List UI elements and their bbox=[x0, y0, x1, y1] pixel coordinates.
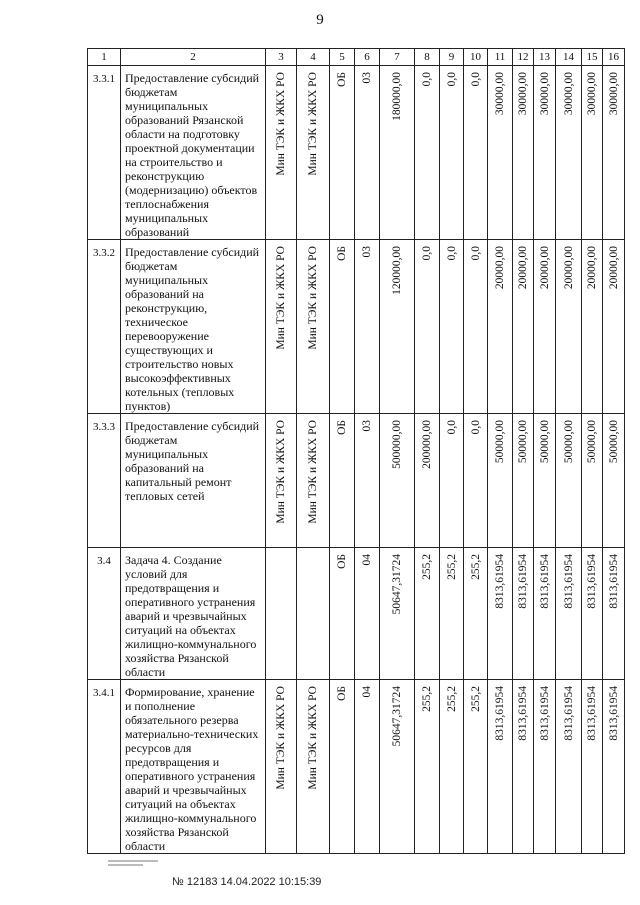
executor-cell: Мин ТЭК и ЖКХ РО bbox=[297, 414, 330, 548]
responsible-cell: Мин ТЭК и ЖКХ РО bbox=[266, 680, 297, 854]
source-cell: ОБ bbox=[330, 680, 355, 854]
code-cell: 03 bbox=[355, 240, 380, 414]
value-cell: 8313,61954 bbox=[603, 680, 625, 854]
value-cell: 50000,00 bbox=[488, 414, 513, 548]
header-cell: 8 bbox=[415, 49, 440, 66]
table-row bbox=[88, 414, 625, 548]
responsible-cell: Мин ТЭК и ЖКХ РО bbox=[266, 414, 297, 548]
header-cell: 1 bbox=[88, 49, 121, 66]
row-description: Предоставление субсидий бюджетам муниципальных образований на капитальный ремонт тепловых сетей bbox=[121, 414, 266, 548]
value-cell: 255,2 bbox=[415, 680, 440, 854]
header-cell: 5 bbox=[330, 49, 355, 66]
value-cell: 30000,00 bbox=[556, 66, 582, 240]
total-cell: 500000,00 bbox=[380, 414, 415, 548]
value-cell: 8313,61954 bbox=[556, 680, 582, 854]
code-cell: 03 bbox=[355, 66, 380, 240]
code-cell: 03 bbox=[355, 414, 380, 548]
header-cell: 11 bbox=[488, 49, 513, 66]
value-cell: 20000,00 bbox=[582, 240, 603, 414]
responsible-cell: Мин ТЭК и ЖКХ РО bbox=[266, 240, 297, 414]
header-cell: 9 bbox=[440, 49, 464, 66]
value-cell: 0,0 bbox=[464, 66, 488, 240]
value-cell: 20000,00 bbox=[556, 240, 582, 414]
document-footer: № 12183 14.04.2022 10:15:39 bbox=[172, 876, 322, 888]
executor-cell: Мин ТЭК и ЖКХ РО bbox=[297, 680, 330, 854]
header-cell: 12 bbox=[513, 49, 534, 66]
value-cell: 0,0 bbox=[464, 414, 488, 548]
header-cell: 14 bbox=[556, 49, 582, 66]
total-cell: 50647,31724 bbox=[380, 680, 415, 854]
responsible-cell bbox=[266, 548, 297, 680]
header-cell: 2 bbox=[121, 49, 266, 66]
table-row bbox=[88, 66, 625, 240]
value-cell: 50000,00 bbox=[603, 414, 625, 548]
header-cell: 7 bbox=[380, 49, 415, 66]
source-cell: ОБ bbox=[330, 240, 355, 414]
executor-cell: Мин ТЭК и ЖКХ РО bbox=[297, 240, 330, 414]
row-number: 3.4 bbox=[88, 548, 121, 680]
value-cell: 30000,00 bbox=[603, 66, 625, 240]
page-number: 9 bbox=[316, 12, 324, 28]
total-cell: 120000,00 bbox=[380, 240, 415, 414]
code-cell: 04 bbox=[355, 680, 380, 854]
value-cell: 255,2 bbox=[440, 548, 464, 680]
value-cell: 20000,00 bbox=[488, 240, 513, 414]
value-cell: 0,0 bbox=[440, 414, 464, 548]
value-cell: 0,0 bbox=[415, 66, 440, 240]
value-cell: 255,2 bbox=[464, 680, 488, 854]
value-cell: 8313,61954 bbox=[582, 680, 603, 854]
value-cell: 8313,61954 bbox=[556, 548, 582, 680]
row-number: 3.4.1 bbox=[88, 680, 121, 854]
value-cell: 8313,61954 bbox=[603, 548, 625, 680]
header-cell: 4 bbox=[297, 49, 330, 66]
value-cell: 255,2 bbox=[415, 548, 440, 680]
table-row bbox=[88, 240, 625, 414]
source-cell: ОБ bbox=[330, 414, 355, 548]
header-cell: 10 bbox=[464, 49, 488, 66]
row-number: 3.3.3 bbox=[88, 414, 121, 548]
executor-cell: Мин ТЭК и ЖКХ РО bbox=[297, 66, 330, 240]
value-cell: 50000,00 bbox=[582, 414, 603, 548]
row-description: Задача 4. Создание условий для предотвращения и оперативного устранения аварий и чрезвычайных ситуаций на объектах жилищно-коммунального хозяйства Рязанской области bbox=[121, 548, 266, 680]
row-description: Предоставление субсидий бюджетам муниципальных образований Рязанской области на подготовку проектной документации на строительство и реконструкцию (модернизацию) объектов теплоснабжения муниципальных образований bbox=[121, 66, 266, 240]
responsible-cell: Мин ТЭК и ЖКХ РО bbox=[266, 66, 297, 240]
total-cell: 50647,31724 bbox=[380, 548, 415, 680]
row-number: 3.3.1 bbox=[88, 66, 121, 240]
value-cell: 8313,61954 bbox=[582, 548, 603, 680]
row-number: 3.3.2 bbox=[88, 240, 121, 414]
table-row bbox=[88, 548, 625, 680]
header-cell: 6 bbox=[355, 49, 380, 66]
code-cell: 04 bbox=[355, 548, 380, 680]
table-row bbox=[88, 680, 625, 854]
source-cell: ОБ bbox=[330, 66, 355, 240]
total-cell: 180000,00 bbox=[380, 66, 415, 240]
value-cell: 200000,00 bbox=[415, 414, 440, 548]
value-cell: 0,0 bbox=[415, 240, 440, 414]
row-description: Формирование, хранение и пополнение обязательного резерва материально-технических ресурсов для предотвращения и оперативного устранения аварий и чрезвычайных ситуаций на объектах жилищно-коммунального хозяйства Рязанской области bbox=[121, 680, 266, 854]
value-cell: 8313,61954 bbox=[488, 548, 513, 680]
value-cell: 8313,61954 bbox=[488, 680, 513, 854]
value-cell: 50000,00 bbox=[513, 414, 534, 548]
header-row bbox=[88, 49, 625, 66]
header-cell: 3 bbox=[266, 49, 297, 66]
faint-stamp bbox=[108, 858, 158, 872]
row-description: Предоставление субсидий бюджетам муниципальных образований на реконструкцию, техническое перевооружение существующих и строительство новых высокоэффективных котельных (тепловых пунктов) bbox=[121, 240, 266, 414]
value-cell: 0,0 bbox=[464, 240, 488, 414]
source-cell: ОБ bbox=[330, 548, 355, 680]
program-table bbox=[87, 48, 625, 854]
value-cell: 30000,00 bbox=[488, 66, 513, 240]
value-cell: 50000,00 bbox=[556, 414, 582, 548]
value-cell: 20000,00 bbox=[513, 240, 534, 414]
value-cell: 20000,00 bbox=[534, 240, 556, 414]
value-cell: 255,2 bbox=[440, 680, 464, 854]
value-cell: 30000,00 bbox=[513, 66, 534, 240]
value-cell: 0,0 bbox=[440, 240, 464, 414]
value-cell: 8313,61954 bbox=[534, 548, 556, 680]
value-cell: 50000,00 bbox=[534, 414, 556, 548]
value-cell: 255,2 bbox=[464, 548, 488, 680]
executor-cell bbox=[297, 548, 330, 680]
value-cell: 8313,61954 bbox=[513, 680, 534, 854]
header-cell: 15 bbox=[582, 49, 603, 66]
header-cell: 16 bbox=[603, 49, 625, 66]
value-cell: 30000,00 bbox=[534, 66, 556, 240]
value-cell: 8313,61954 bbox=[534, 680, 556, 854]
value-cell: 8313,61954 bbox=[513, 548, 534, 680]
header-cell: 13 bbox=[534, 49, 556, 66]
value-cell: 30000,00 bbox=[582, 66, 603, 240]
value-cell: 20000,00 bbox=[603, 240, 625, 414]
value-cell: 0,0 bbox=[440, 66, 464, 240]
